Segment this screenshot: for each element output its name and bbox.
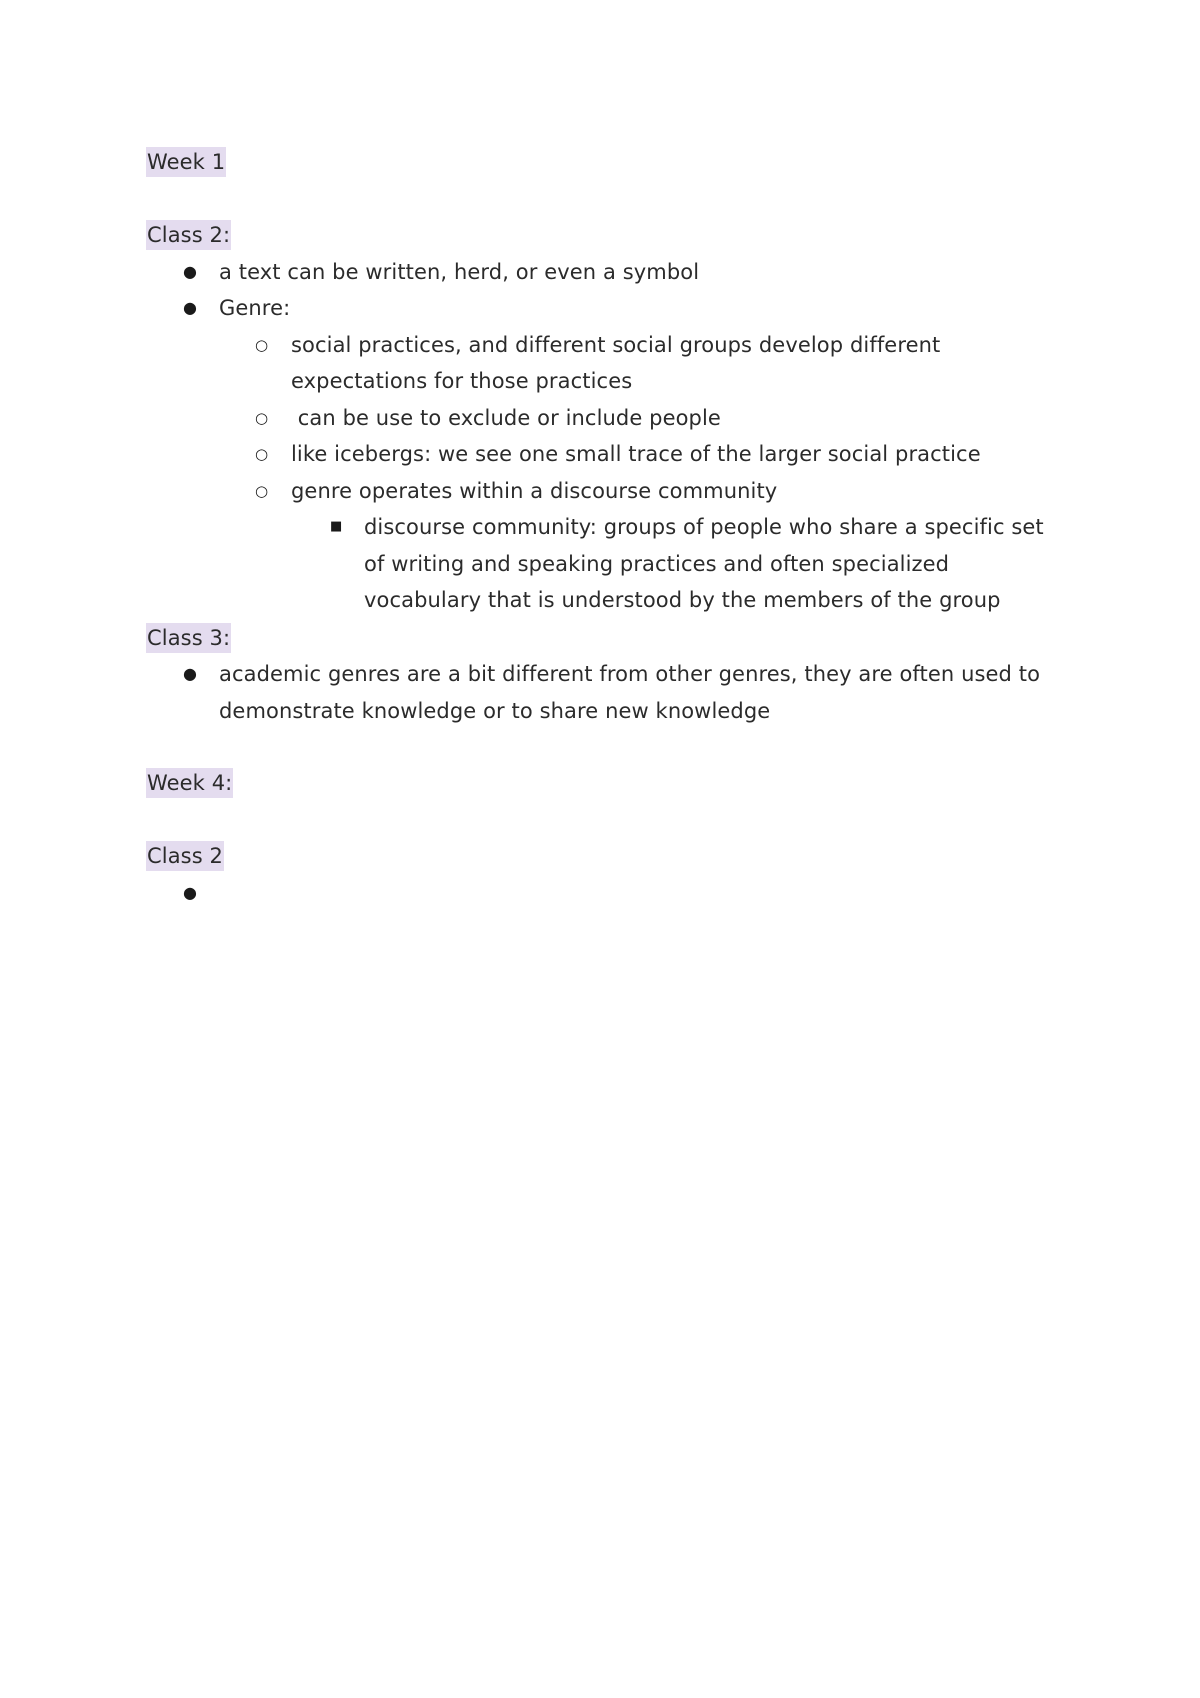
note-academic-line2: demonstrate knowledge or to share new knowledge <box>219 699 771 723</box>
bullet-square-icon <box>330 509 342 545</box>
note-genre-discourse: genre operates within a discourse community <box>291 479 778 503</box>
note-academic-line1: academic genres are a bit different from other genres, they are often used to <box>219 662 1041 686</box>
bullet-circle-icon <box>255 436 268 472</box>
bullet-circle-icon <box>255 400 268 436</box>
heading-week-1: Week 1 <box>146 144 226 180</box>
bullet-disc-icon <box>183 875 197 911</box>
note-genre-exclude: can be use to exclude or include people <box>291 406 721 430</box>
bullet-disc-icon <box>183 656 197 692</box>
heading-class-2: Class 2: <box>146 217 231 253</box>
bullet-disc-icon <box>183 290 197 326</box>
bullet-circle-icon <box>255 473 268 509</box>
heading-week-4: Week 4: <box>146 765 233 801</box>
note-text-definition: a text can be written, herd, or even a symbol <box>219 260 700 284</box>
heading-week4-class-2: Class 2 <box>146 838 224 874</box>
note-discourse-def-line1: discourse community: groups of people who share a specific set <box>364 515 1044 539</box>
note-discourse-def-line2: of writing and speaking practices and often specialized <box>364 552 950 576</box>
bullet-disc-icon <box>183 254 197 290</box>
note-genre-label: Genre: <box>219 296 291 320</box>
note-genre-social-line1: social practices, and different social groups develop different <box>291 333 941 357</box>
note-genre-icebergs: like icebergs: we see one small trace of the larger social practice <box>291 442 981 466</box>
note-genre-social-line2: expectations for those practices <box>291 369 633 393</box>
heading-class-3: Class 3: <box>146 620 231 656</box>
note-discourse-def-line3: vocabulary that is understood by the members of the group <box>364 588 1001 612</box>
bullet-circle-icon <box>255 327 268 363</box>
